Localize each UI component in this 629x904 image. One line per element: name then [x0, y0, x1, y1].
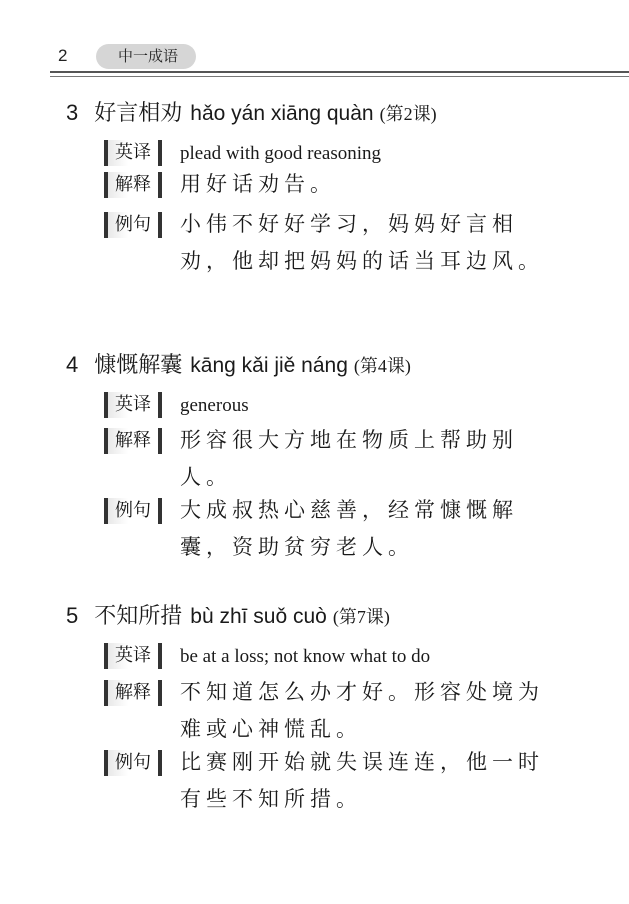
entry-number: 5 [66, 603, 79, 628]
pinyin-text: kāng kǎi jiě náng [190, 354, 348, 377]
header-rule-thin [50, 76, 629, 77]
idiom-text: 慷慨解囊 [94, 353, 183, 378]
english-label: 英译 [104, 140, 162, 166]
meaning-text: 不知道怎么办才好。形容处境为难或心神慌乱。 [180, 680, 544, 741]
entry-title [66, 98, 437, 129]
entry-number: 4 [66, 352, 79, 377]
example-label: 例句 [104, 212, 162, 238]
meaning-label: 解释 [104, 428, 162, 454]
english-translation: generous [180, 395, 249, 416]
entry-title [66, 350, 411, 381]
lesson-ref: (第7课) [332, 607, 390, 627]
lesson-ref: (第4课) [353, 356, 411, 376]
idiom-text: 好言相劝 [94, 101, 183, 126]
example-text: 大成叔热心慈善，经常慷慨解囊，资助贫穷老人。 [180, 498, 518, 559]
english-label: 英译 [104, 643, 162, 669]
meaning-label: 解释 [104, 172, 162, 198]
pinyin-text: hǎo yán xiāng quàn [190, 102, 374, 125]
pinyin-text: bù zhī suǒ cuò [190, 605, 327, 628]
page-header [0, 38, 629, 78]
english-label: 英译 [104, 392, 162, 418]
header-rule [50, 71, 629, 73]
example-text: 小伟不好好学习，妈妈好言相劝，他却把妈妈的话当耳边风。 [180, 212, 544, 273]
entry-number: 3 [66, 100, 79, 125]
example-label: 例句 [104, 498, 162, 524]
example-label: 例句 [104, 750, 162, 776]
book-title-tab: 中一成语 [96, 44, 196, 69]
page-number: 2 [58, 46, 68, 65]
idiom-text: 不知所措 [94, 604, 183, 629]
meaning-label: 解释 [104, 680, 162, 706]
meaning-text: 形容很大方地在物质上帮助别人。 [180, 428, 518, 489]
lesson-ref: (第2课) [379, 104, 437, 124]
english-translation: plead with good reasoning [180, 143, 382, 164]
example-text: 比赛刚开始就失误连连，他一时有些不知所措。 [180, 750, 544, 811]
meaning-text: 用好话劝告。 [180, 172, 336, 196]
entry-title [66, 601, 390, 632]
english-translation: be at a loss; not know what to do [180, 646, 431, 667]
